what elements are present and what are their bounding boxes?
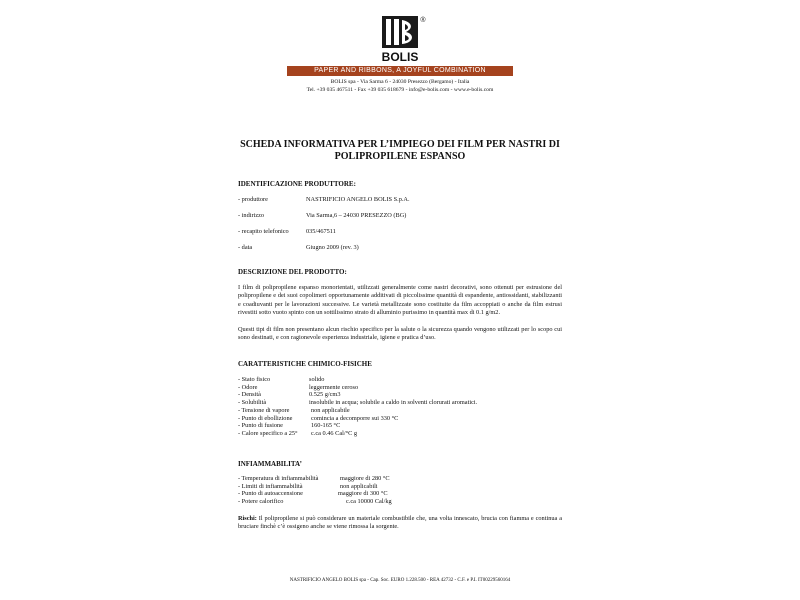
item-value: insolubile in acqua; solubile a caldo in solventi clorurati aromatici. — [309, 399, 478, 407]
item-label: - Punto di fusione — [238, 422, 283, 430]
row-value: Via Sarma,6 – 24030 PRESEZZO (BG) — [306, 212, 407, 219]
document-title — [230, 139, 570, 163]
list-item — [238, 422, 477, 430]
list-item — [238, 483, 392, 491]
title-line-2: POLIPROPILENE ESPANSO — [334, 151, 466, 162]
characteristics-list — [238, 376, 477, 438]
item-value: 160-165 °C — [311, 422, 341, 430]
row-label: - recapito telefonico — [238, 228, 289, 235]
list-item — [238, 475, 392, 483]
item-value: maggiore di 280 °C — [340, 475, 390, 482]
description-paragraph-1: I film di polipropilene espanso monorientati, utilizzati generalmente come nastri decorativi, sono ottenuti per estrusione del polipropilene e dei suoi copolimeri opportunamente additivati di piccolissime quantità di espandente, antiossidanti, stabilizzanti e coadiuvanti per le lavorazioni successive. Le varietà metallizzate sono costituite da film accoppiati o anche da film estrusi rivestiti sotto vuoto spinto con un sottilissimo strato di alluminio purissimo in quantità max di 0.1 g/m2. — [238, 284, 562, 316]
risks-label: Rischi: — [238, 515, 257, 522]
item-label: - Stato fisico — [238, 376, 271, 383]
list-item — [238, 490, 392, 498]
section-heading-descrizione: DESCRIZIONE DEL PRODOTTO: — [238, 268, 347, 276]
item-label: - Temperatura di infiammabilità — [238, 475, 319, 482]
item-value: comincia a decomporre sui 330 °C — [311, 414, 399, 422]
info-row — [238, 244, 359, 252]
item-label: - Punto di ebollizione — [238, 414, 293, 422]
list-item — [238, 391, 477, 399]
section-heading-caratteristiche: CARATTERISTICHE CHIMICO-FISICHE — [238, 360, 372, 368]
row-value: NASTRIFICIO ANGELO BOLIS S.p.A. — [306, 196, 410, 203]
item-value: leggermente ceroso — [309, 383, 359, 391]
info-row — [238, 196, 410, 204]
item-label: - Odore — [238, 383, 258, 391]
info-row — [238, 228, 336, 236]
item-label: - Punto di autoaccensione — [238, 490, 303, 498]
company-contacts: Tel. +39 035 467511 - Fax +39 035 618679 - info@e-bolis.com - www.e-bolis.com — [306, 87, 494, 93]
item-label: - Potere calorifico — [238, 498, 284, 506]
list-item — [238, 384, 477, 392]
title-line-1: SCHEDA INFORMATIVA PER L’IMPIEGO DEI FILM PER NASTRI DI — [240, 139, 560, 150]
flammability-list — [238, 475, 392, 506]
section-heading-infiammabilita: INFIAMMABILITA’ — [238, 460, 302, 468]
page-footer: NASTRIFICIO ANGELO BOLIS spa - Cap. Soc. EURO 1.228.500 - REA 42732 - C.F. e P.I. IT00229560164 — [289, 578, 511, 583]
item-value: 0.525 g/cm3 — [309, 391, 341, 399]
item-value: non applicabili — [340, 482, 378, 490]
risks-text: Il polipropilene si può considerare un materiale combustibile che, una volta innescato, brucia con fiamma e continua a bruciare finchè c’è ossigeno anche se viene rimossa la sorgente. — [238, 515, 562, 531]
logo-wordmark: BOLIS — [381, 50, 419, 64]
description-paragraph-2: Questi tipi di film non presentano alcun rischio specifico per la salute o la sicurezza quando vengono utilizzati per lo scopo cui sono destinati, e con ragionevole esperienza industriale, igiene e pratica d’uso. — [238, 326, 562, 342]
item-value: maggiore di 300 °C — [338, 490, 388, 498]
section-heading-identificazione: IDENTIFICAZIONE PRODUTTORE: — [238, 180, 356, 188]
bolis-logo — [378, 14, 428, 66]
item-label: - Limiti di infiammabilità — [238, 482, 303, 490]
risks-paragraph — [238, 515, 562, 532]
list-item — [238, 376, 477, 384]
list-item — [238, 399, 477, 407]
slogan-banner: PAPER AND RIBBONS, A JOYFUL COMBINATION — [287, 66, 513, 76]
list-item — [238, 407, 477, 415]
info-row — [238, 212, 406, 220]
item-value: c.ca 0.46 Cal/°C g — [311, 429, 358, 437]
item-label: - Densità — [238, 391, 261, 399]
list-item — [238, 415, 477, 423]
item-value: c.ca 10000 Cal/kg — [346, 498, 392, 506]
company-address: BOLIS spa - Via Sarma 6 - 24030 Presezzo (Bergamo) - Italia — [330, 79, 470, 85]
row-value: Giugno 2009 (rev. 3) — [306, 244, 359, 251]
item-label: - Tensione di vapore — [238, 406, 290, 414]
registered-mark: ® — [420, 17, 426, 24]
row-label: - produttore — [238, 196, 268, 203]
list-item — [238, 430, 477, 438]
row-label: - indirizzo — [238, 212, 265, 219]
item-value: non applicabile — [311, 406, 350, 414]
row-label: - data — [238, 244, 253, 251]
row-value: 035/467511 — [306, 228, 336, 235]
item-label: - Calore specifico a 25° — [238, 429, 298, 437]
item-value: solido — [309, 376, 325, 383]
item-label: - Solubilità — [238, 399, 267, 407]
list-item — [238, 498, 392, 506]
